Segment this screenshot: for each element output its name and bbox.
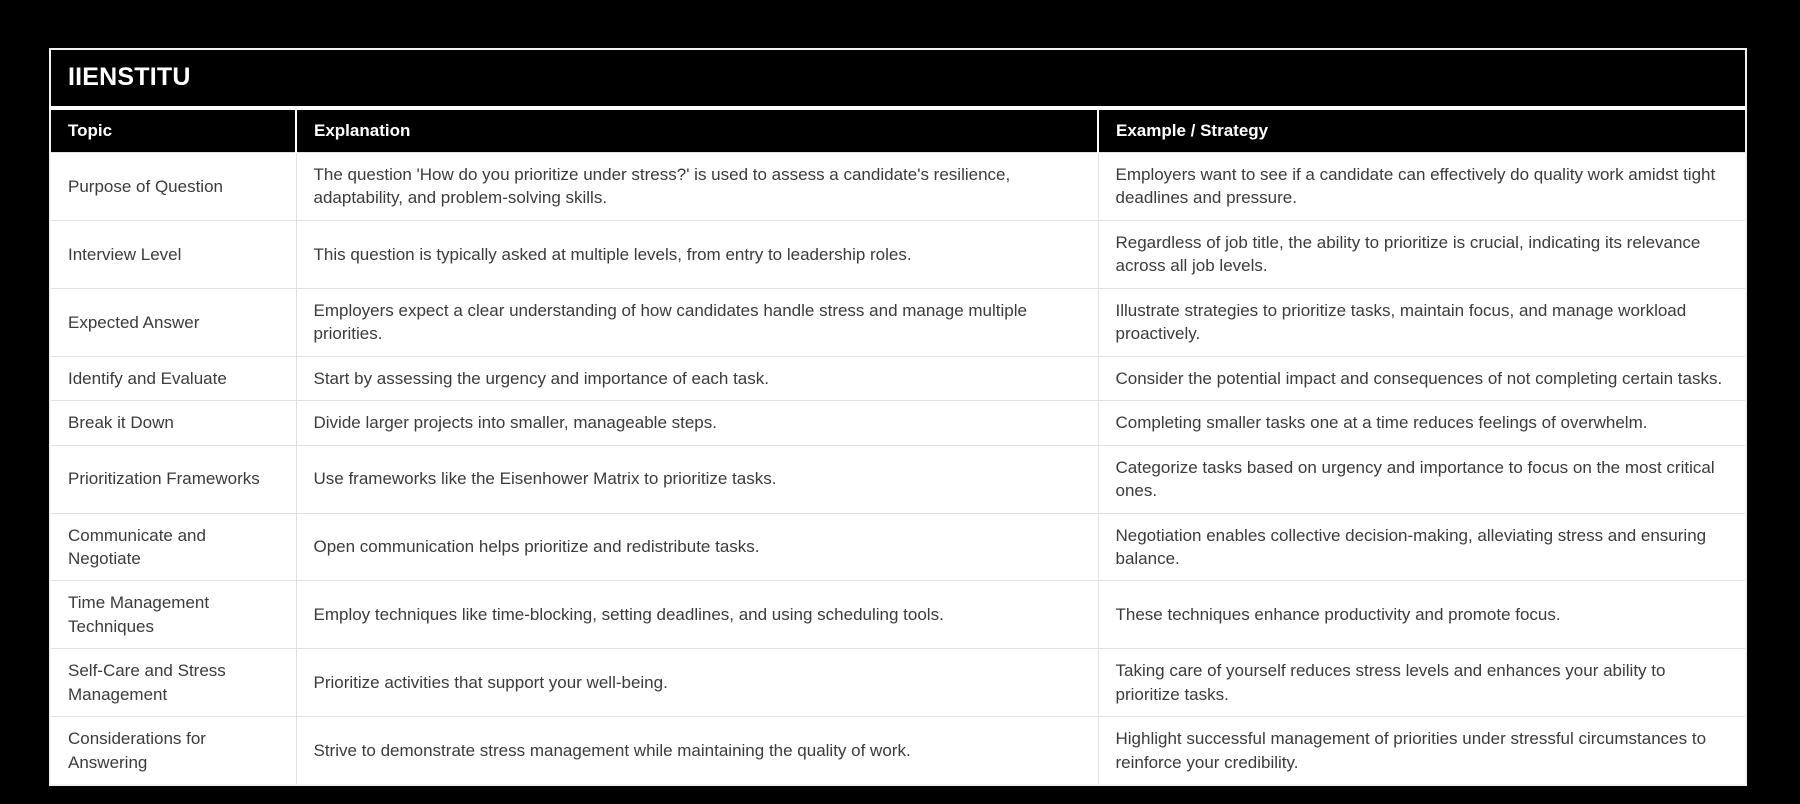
cell-explanation: Open communication helps prioritize and redistribute tasks.	[296, 513, 1098, 581]
cell-example: Consider the potential impact and consequences of not completing certain tasks.	[1098, 356, 1745, 400]
cell-example: Negotiation enables collective decision-making, alleviating stress and ensuring balance.	[1098, 513, 1745, 581]
table-row	[51, 445, 1745, 513]
cell-explanation: Divide larger projects into smaller, manageable steps.	[296, 401, 1098, 445]
interview-strategy-table	[51, 110, 1745, 784]
cell-topic: Prioritization Frameworks	[51, 445, 296, 513]
cell-explanation: Employers expect a clear understanding of how candidates handle stress and manage multiple priorities.	[296, 288, 1098, 356]
table-row	[51, 220, 1745, 288]
cell-explanation: Start by assessing the urgency and importance of each task.	[296, 356, 1098, 400]
cell-example: Highlight successful management of priorities under stressful circumstances to reinforce your credibility.	[1098, 717, 1745, 784]
page-title: IIENSTITU	[51, 50, 1745, 110]
cell-topic: Interview Level	[51, 220, 296, 288]
cell-example: Regardless of job title, the ability to prioritize is crucial, indicating its relevance across all job levels.	[1098, 220, 1745, 288]
column-header-example-strategy: Example / Strategy	[1098, 110, 1745, 153]
table-header-row	[51, 110, 1745, 153]
cell-topic: Self-Care and Stress Management	[51, 649, 296, 717]
table-row	[51, 153, 1745, 221]
table-row	[51, 649, 1745, 717]
cell-example: Categorize tasks based on urgency and importance to focus on the most critical ones.	[1098, 445, 1745, 513]
cell-topic: Expected Answer	[51, 288, 296, 356]
cell-explanation: Employ techniques like time-blocking, setting deadlines, and using scheduling tools.	[296, 581, 1098, 649]
cell-example: Taking care of yourself reduces stress levels and enhances your ability to prioritize tasks.	[1098, 649, 1745, 717]
table-row	[51, 288, 1745, 356]
table-row	[51, 581, 1745, 649]
cell-explanation: This question is typically asked at multiple levels, from entry to leadership roles.	[296, 220, 1098, 288]
cell-explanation: Prioritize activities that support your well-being.	[296, 649, 1098, 717]
table-body	[51, 153, 1745, 785]
table-row	[51, 356, 1745, 400]
cell-explanation: Strive to demonstrate stress management while maintaining the quality of work.	[296, 717, 1098, 784]
cell-topic: Time Management Techniques	[51, 581, 296, 649]
cell-topic: Considerations for Answering	[51, 717, 296, 784]
cell-example: Completing smaller tasks one at a time reduces feelings of overwhelm.	[1098, 401, 1745, 445]
cell-explanation: The question 'How do you prioritize under stress?' is used to assess a candidate's resilience, adaptability, and problem-solving skills.	[296, 153, 1098, 221]
cell-topic: Communicate and Negotiate	[51, 513, 296, 581]
table-row	[51, 401, 1745, 445]
cell-example: These techniques enhance productivity and promote focus.	[1098, 581, 1745, 649]
table-row	[51, 717, 1745, 784]
cell-example: Illustrate strategies to prioritize tasks, maintain focus, and manage workload proactively.	[1098, 288, 1745, 356]
cell-topic: Break it Down	[51, 401, 296, 445]
cell-example: Employers want to see if a candidate can effectively do quality work amidst tight deadlines and pressure.	[1098, 153, 1745, 221]
cell-topic: Identify and Evaluate	[51, 356, 296, 400]
column-header-explanation: Explanation	[296, 110, 1098, 153]
column-header-topic: Topic	[51, 110, 296, 153]
table-card	[49, 48, 1747, 786]
cell-explanation: Use frameworks like the Eisenhower Matrix to prioritize tasks.	[296, 445, 1098, 513]
cell-topic: Purpose of Question	[51, 153, 296, 221]
table-row	[51, 513, 1745, 581]
